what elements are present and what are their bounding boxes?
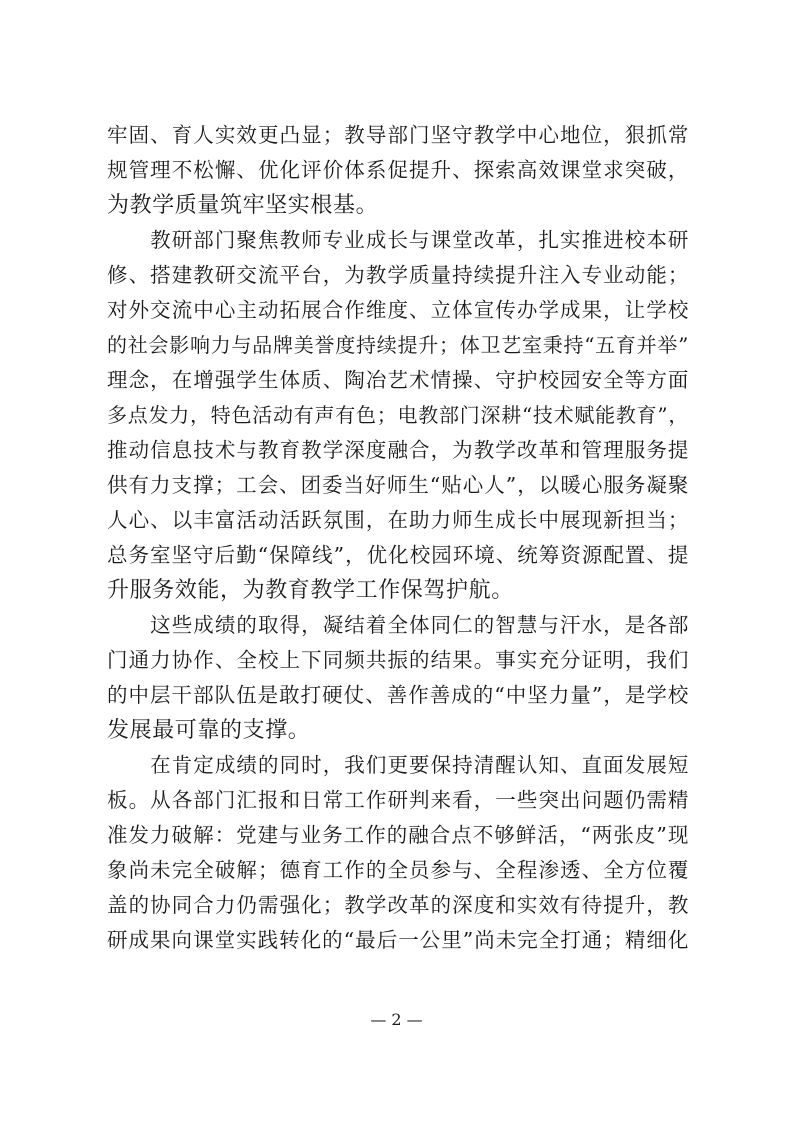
paragraph-3 — [107, 608, 689, 748]
document-body — [107, 118, 689, 958]
text-line: 研成果向课堂实践转化的“最后一公里”尚未完全打通；精细化 — [107, 928, 689, 952]
text-line: 准发力破解：党建与业务工作的融合点不够鲜活，“两张皮”现 — [107, 823, 689, 847]
text-line: 供有力支撑；工会、团委当好师生“贴心人”，以暖心服务凝聚 — [107, 473, 689, 497]
text-line: 这些成绩的取得，凝结着全体同仁的智慧与汗水，是各部 — [107, 613, 689, 637]
text-line: 的中层干部队伍是敢打硬仗、善作善成的“中坚力量”，是学校 — [107, 683, 689, 707]
text-line: 盖的协同合力仍需强化；教学改革的深度和实效有待提升，教 — [107, 893, 689, 917]
text-line: 升服务效能，为教育教学工作保驾护航。 — [107, 578, 514, 603]
text-line: 为教学质量筑牢坚实根基。 — [107, 193, 379, 218]
text-line: 修、搭建教研交流平台，为教学质量持续提升注入专业动能； — [107, 263, 689, 287]
paragraph-2 — [107, 223, 689, 608]
text-line: 教研部门聚焦教师专业成长与课堂改革，扎实推进校本研 — [107, 228, 689, 252]
text-line: 总务室坚守后勤“保障线”，优化校园环境、统筹资源配置、提 — [107, 543, 689, 567]
text-line: 多点发力，特色活动有声有色；电教部门深耕“技术赋能教育”， — [107, 403, 689, 427]
text-line: 人心、以丰富活动活跃氛围，在助力师生成长中展现新担当； — [107, 508, 689, 532]
paragraph-4 — [107, 748, 689, 958]
paragraph-1 — [107, 118, 689, 223]
text-line: 门通力协作、全校上下同频共振的结果。事实充分证明，我们 — [107, 648, 689, 672]
text-line: 发展最可靠的支撑。 — [107, 718, 311, 743]
text-line: 规管理不松懈、优化评价体系促提升、探索高效课堂求突破， — [107, 158, 689, 182]
text-line: 在肯定成绩的同时，我们更要保持清醒认知、直面发展短 — [107, 753, 689, 777]
text-line: 板。从各部门汇报和日常工作研判来看，一些突出问题仍需精 — [107, 788, 689, 812]
text-line: 象尚未完全破解；德育工作的全员参与、全程渗透、全方位覆 — [107, 858, 689, 882]
text-line: 理念，在增强学生体质、陶冶艺术情操、守护校园安全等方面 — [107, 368, 689, 392]
text-line: 对外交流中心主动拓展合作维度、立体宣传办学成果，让学校 — [107, 298, 689, 322]
text-line: 推动信息技术与教育教学深度融合，为教学改革和管理服务提 — [107, 438, 689, 462]
page-number: — 2 — — [370, 1010, 423, 1029]
text-line: 的社会影响力与品牌美誉度持续提升；体卫艺室秉持“五育并举” — [107, 333, 689, 357]
text-line: 牢固、育人实效更凸显；教导部门坚守教学中心地位，狠抓常 — [107, 123, 689, 147]
